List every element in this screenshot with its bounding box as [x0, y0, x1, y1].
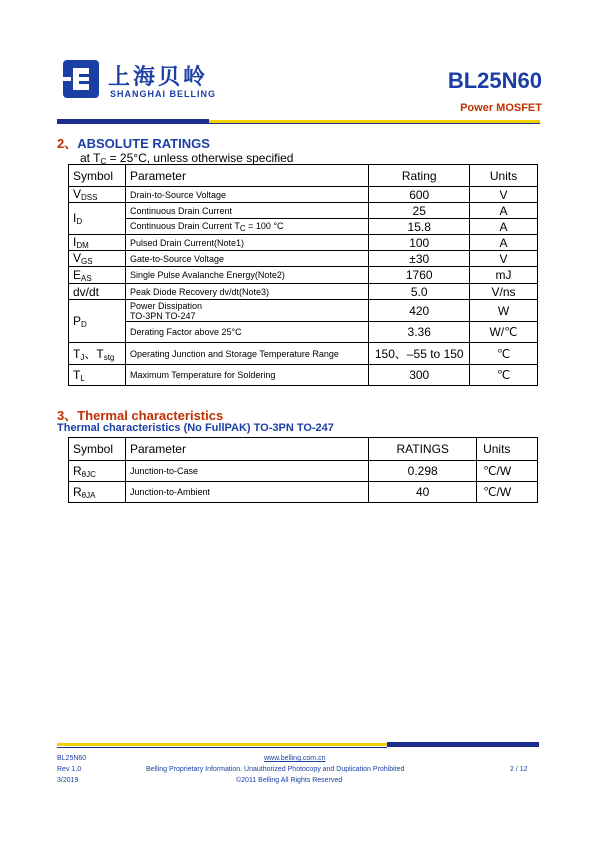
param-tl: Maximum Temperature for Soldering	[125, 365, 368, 386]
symbol-vdss: $V_{DSS}$	[69, 187, 126, 203]
header-ratings: RATINGS	[369, 438, 477, 461]
symbol-pd: $P_D$	[69, 300, 126, 343]
param-eas: Single Pulse Avalanche Energy(Note2)	[125, 267, 368, 284]
param-vdss: Drain-to-Source Voltage	[125, 187, 368, 203]
footer-date: 3/2019	[57, 777, 79, 784]
unit-eas: mJ	[470, 267, 538, 284]
rating-eas: 1760	[369, 267, 470, 284]
footer-url-link[interactable]: www.belling.com.cn	[264, 755, 326, 762]
param-pd: Power Dissipation TO-3PN TO-247	[125, 300, 368, 322]
param-rja: Junction-to-Ambient	[125, 482, 368, 503]
symbol-rja: $R_{\theta JA}$	[69, 482, 126, 503]
unit-pd: W	[470, 300, 538, 322]
table-row	[69, 300, 538, 322]
header-parameter: Parameter	[125, 165, 368, 187]
logo-chinese-text: 上海贝岭	[108, 65, 209, 90]
unit-vdss: V	[470, 187, 538, 203]
symbol-idm: $I_{DM}$	[69, 235, 126, 251]
header-rating: Rating	[369, 165, 470, 187]
param-tj-tstg: Operating Junction and Storage Temperature Range	[125, 343, 368, 365]
document-title: BL25N60	[447, 68, 542, 93]
footer-rule-blue	[387, 742, 539, 747]
table-header-row	[69, 165, 538, 187]
section-2-title: ABSOLUTE RATINGS	[77, 136, 210, 151]
unit-vgs: V	[470, 251, 538, 267]
section-3-subtitle: Thermal characteristics (No FullPAK) TO-3PN TO-247	[57, 422, 334, 434]
table-row	[69, 187, 538, 203]
symbol-dvdt: dv/dt	[69, 284, 126, 300]
symbol-tj-tstg: $T_J$、$T_{stg}$	[69, 343, 126, 365]
section-3-title: Thermal characteristics	[77, 408, 224, 423]
table-row	[69, 267, 538, 284]
table-row	[69, 284, 538, 300]
footer-rule-yellow	[57, 743, 387, 746]
header-symbol: Symbol	[69, 165, 126, 187]
unit-id-100c: A	[470, 219, 538, 235]
rating-idm: 100	[369, 235, 470, 251]
section-2-number: 2、	[57, 136, 78, 151]
param-derating: Derating Factor above 25°C	[125, 322, 368, 343]
symbol-tl: $T_L$	[69, 365, 126, 386]
unit-rjc: ℃/W	[477, 461, 538, 482]
header-rule-line	[209, 123, 540, 124]
unit-tl: ℃	[470, 365, 538, 386]
thermal-table	[68, 437, 538, 503]
symbol-vgs: $V_{GS}$	[69, 251, 126, 267]
param-id-100c: Continuous Drain Current $T_C = 100$ °C	[125, 219, 368, 235]
rating-vdss: 600	[369, 187, 470, 203]
header-symbol: Symbol	[69, 438, 126, 461]
rating-tj-tstg: 150、–55 to 150	[369, 343, 470, 365]
table-row	[69, 365, 538, 386]
unit-derating: W/℃	[470, 322, 538, 343]
section-3-number: 3、	[57, 408, 78, 423]
rating-id-continuous: 25	[369, 203, 470, 219]
absolute-ratings-table	[68, 164, 538, 386]
document-subtitle: Power MOSFET	[460, 102, 542, 114]
table-header-row	[69, 438, 538, 461]
rating-id-100c: 15.8	[369, 219, 470, 235]
section-2-condition: at $T_C = 25^\circ C$, unless otherwise specified	[80, 151, 294, 166]
footer-part: BL25N60	[57, 755, 87, 762]
symbol-rjc: $R_{\theta JC}$	[69, 461, 126, 482]
section-2-heading	[57, 133, 210, 152]
param-vgs: Gate-to-Source Voltage	[125, 251, 368, 267]
rating-tl: 300	[369, 365, 470, 386]
table-row	[69, 203, 538, 219]
unit-tj-tstg: ℃	[470, 343, 538, 365]
footer-rule-line	[57, 747, 387, 748]
unit-rja: ℃/W	[477, 482, 538, 503]
table-row	[69, 461, 538, 482]
unit-id-continuous: A	[470, 203, 538, 219]
header-rule-blue	[57, 119, 209, 124]
table-row	[69, 343, 538, 365]
footer-notice: Belling Proprietary Information. Unauthorized Photocopy and Duplication Prohibited	[146, 766, 405, 773]
rating-dvdt: 5.0	[369, 284, 470, 300]
symbol-eas: $E_{AS}$	[69, 267, 126, 284]
footer-page-number: 2 / 12	[510, 766, 528, 773]
table-row	[69, 235, 538, 251]
unit-idm: A	[470, 235, 538, 251]
param-idm: Pulsed Drain Current(Note1)	[125, 235, 368, 251]
table-row	[69, 251, 538, 267]
unit-dvdt: V/ns	[470, 284, 538, 300]
logo-english-text: SHANGHAI BELLING	[110, 89, 216, 99]
rating-pd: 420	[369, 300, 470, 322]
symbol-id: $I_D$	[69, 203, 126, 235]
table-row	[69, 482, 538, 503]
table-row	[69, 322, 538, 343]
header-units: Units	[470, 165, 538, 187]
rating-derating: 3.36	[369, 322, 470, 343]
header-parameter: Parameter	[125, 438, 368, 461]
header-units: Units	[477, 438, 538, 461]
param-dvdt: Peak Diode Recovery dv/dt(Note3)	[125, 284, 368, 300]
param-rjc: Junction-to-Case	[125, 461, 368, 482]
belling-logo-icon	[63, 60, 99, 98]
table-row	[69, 219, 538, 235]
footer-copyright: ©2011 Belling All Rights Reserved	[236, 777, 343, 784]
rating-rja: 40	[369, 482, 477, 503]
footer-rev: Rev 1.0	[57, 766, 82, 773]
rating-rjc: 0.298	[369, 461, 477, 482]
rating-vgs: ±30	[369, 251, 470, 267]
param-id-continuous: Continuous Drain Current	[125, 203, 368, 219]
